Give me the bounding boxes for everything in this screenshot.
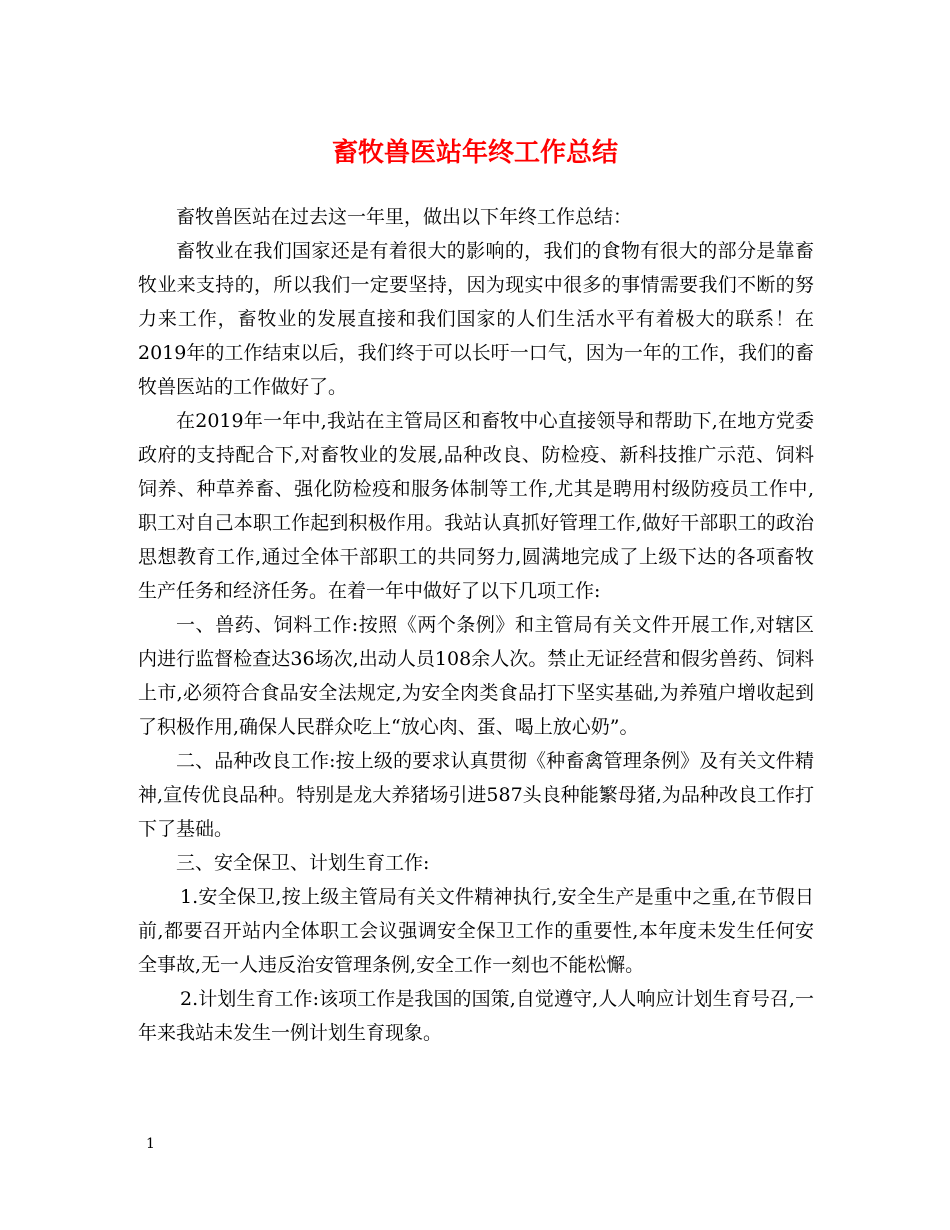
document-title: 畜牧兽医站年终工作总结 — [331, 138, 618, 168]
paragraph-veterinary-drugs: 一、兽药、饲料工作:按照《两个条例》和主管局有关文件开展工作,对辖区内进行监督检查达36场次,出动人员108余人次。禁止无证经营和假劣兽药、饲料上市,必须符合食品安全法规定,为安全肉类食品打下坚实基础,为养殖户增收起到了积极作用,确保人民群众吃上“放心肉、蛋、喝上放心奶”。 — [138, 614, 814, 738]
paragraph-safety: 1.安全保卫,按上级主管局有关文件精神执行,安全生产是重中之重,在节假日前,都要召开站内全体职工会议强调安全保卫工作的重要性,本年度未发生任何安全事故,无一人违反治安管理条例,安全工作一刻也不能松懈。 — [138, 886, 814, 976]
document-body — [138, 200, 814, 1050]
paragraph-overview: 在2019年一年中,我站在主管局区和畜牧中心直接领导和帮助下,在地方党委政府的支持配合下,对畜牧业的发展,品种改良、防检疫、新科技推广示范、饲料饲养、种草养畜、强化防检疫和服务体制等工作,尤其是聘用村级防疫员工作中,职工对自己本职工作起到积极作用。我站认真抓好管理工作,做好干部职工的政治思想教育工作,通过全体干部职工的共同努力,圆满地完成了上级下达的各项畜牧生产任务和经济任务。在着一年中做好了以下几项工作: — [138, 410, 814, 602]
paragraph-industry: 畜牧业在我们国家还是有着很大的影响的，我们的食物有很大的部分是靠畜牧业来支持的，所以我们一定要坚持，因为现实中很多的事情需要我们不断的努力来工作，畜牧业的发展直接和我们国家的人们生活水平有着极大的联系！在2019年的工作结束以后，我们终于可以长吁一口气，因为一年的工作，我们的畜牧兽医站的工作做好了。 — [138, 240, 814, 398]
paragraph-breed-improvement: 二、品种改良工作:按上级的要求认真贯彻《种畜禽管理条例》及有关文件精神,宣传优良品种。特别是龙大养猪场引进587头良种能繁母猪,为品种改良工作打下了基础。 — [138, 750, 814, 840]
page-number: 1 — [146, 1136, 155, 1152]
paragraph-intro: 畜牧兽医站在过去这一年里，做出以下年终工作总结： — [176, 206, 633, 228]
paragraph-family-planning: 2.计划生育工作:该项工作是我国的国策,自觉遵守,人人响应计划生育号召,一年来我站未发生一例计划生育现象。 — [138, 988, 814, 1044]
paragraph-safety-heading: 三、安全保卫、计划生育工作: — [176, 852, 430, 874]
